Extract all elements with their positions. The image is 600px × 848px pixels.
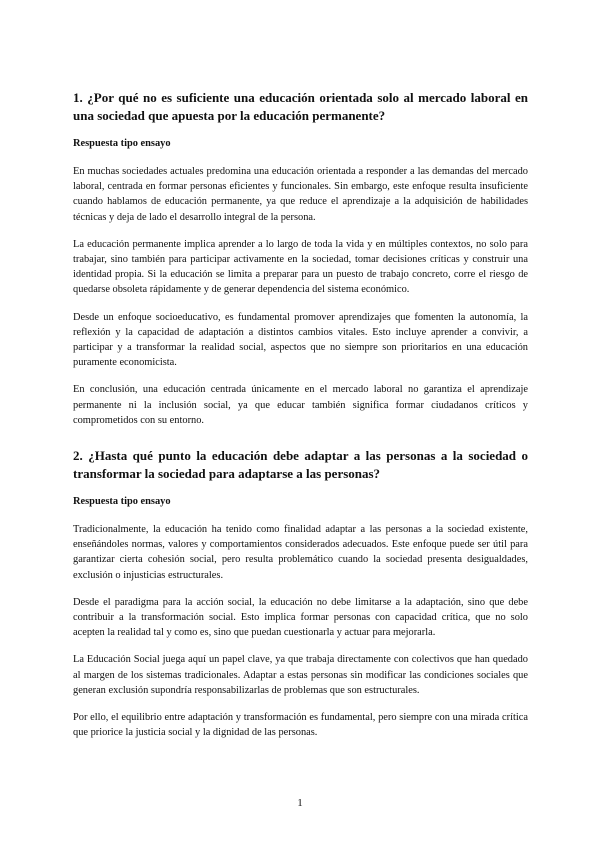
paragraph: Por ello, el equilibrio entre adaptación y transformación es fundamental, pero siempre con una mirada crítica que priorice la justicia social y la dignidad de las personas. (73, 712, 528, 739)
paragraph: En muchas sociedades actuales predomina una educación orientada a responder a las demandas del mercado laboral, centrada en formar personas eficientes y funcionales. Sin embargo, este enfoque resulta insuficiente cuando hablamos de educación permanente, ya que reduce el aprendizaje a la adquisición de habilidades técnicas y deja de lado el desarrollo integral de la persona. (73, 166, 528, 223)
paragraph: En conclusión, una educación centrada únicamente en el mercado laboral no garantiza el aprendizaje permanente ni la inclusión social, ya que educar también significa formar ciudadanos críticos y comprometidos con su entorno. (73, 384, 528, 426)
question-1-subtitle: Respuesta tipo ensayo (73, 138, 171, 149)
page-number: 1 (297, 797, 303, 809)
paragraph: Tradicionalmente, la educación ha tenido como finalidad adaptar a las personas a la sociedad existente, enseñándoles normas, valores y comportamientos considerados adecuados. Este enfoque puede ser útil para garantizar cierta cohesión social, pero resulta problemático cuando la sociedad presenta desigualdades, exclusión o injusticias estructurales. (73, 524, 528, 581)
document-body (73, 89, 528, 752)
section-1 (73, 89, 528, 428)
paragraph: La educación permanente implica aprender a lo largo de toda la vida y en múltiples contextos, no solo para trabajar, sino también para participar activamente en la sociedad, tomar decisiones críticas y construir una identidad propia. Si la educación se limita a preparar para un puesto de trabajo concreto, corre el riesgo de quedarse obsoleta rápidamente y de generar dependencia del sistema económico. (73, 238, 528, 296)
paragraph: Desde el paradigma para la acción social, la educación no debe limitarse a la adaptación, sino que debe contribuir a la transformación social. Esto implica formar personas con capacidad crítica, que no solo acepten la realidad tal y como es, sino que puedan cuestionarla y actuar para mejorarla. (73, 596, 528, 639)
question-2-subtitle: Respuesta tipo ensayo (73, 496, 171, 508)
paragraph: Desde un enfoque socioeducativo, es fundamental promover aprendizajes que fomenten la autonomía, la reflexión y la capacidad de adaptación a distintos cambios vitales. Esto incluye aprender a convivir, a participar y a transformar la realidad social, aspectos que no siempre son prioritarios en una educación puramente economicista. (73, 311, 528, 369)
paragraph: La Educación Social juega aquí un papel clave, ya que trabaja directamente con colectivos que han quedado al margen de los sistemas tradicionales. Adaptar a estas personas sin modificar las condiciones sociales que generan exclusión supondría responsabilizarlas de problemas que son estructurales. (73, 654, 528, 696)
question-1-title: 1. ¿Por qué no es suficiente una educación orientada solo al mercado laboral en una sociedad que apuesta por la educación permanente? (73, 90, 528, 123)
section-2 (73, 447, 528, 740)
section-gap (73, 440, 528, 447)
question-2-title: 2. ¿Hasta qué punto la educación debe adaptar a las personas a la sociedad o transformar la sociedad para adaptarse a las personas? (73, 448, 528, 481)
